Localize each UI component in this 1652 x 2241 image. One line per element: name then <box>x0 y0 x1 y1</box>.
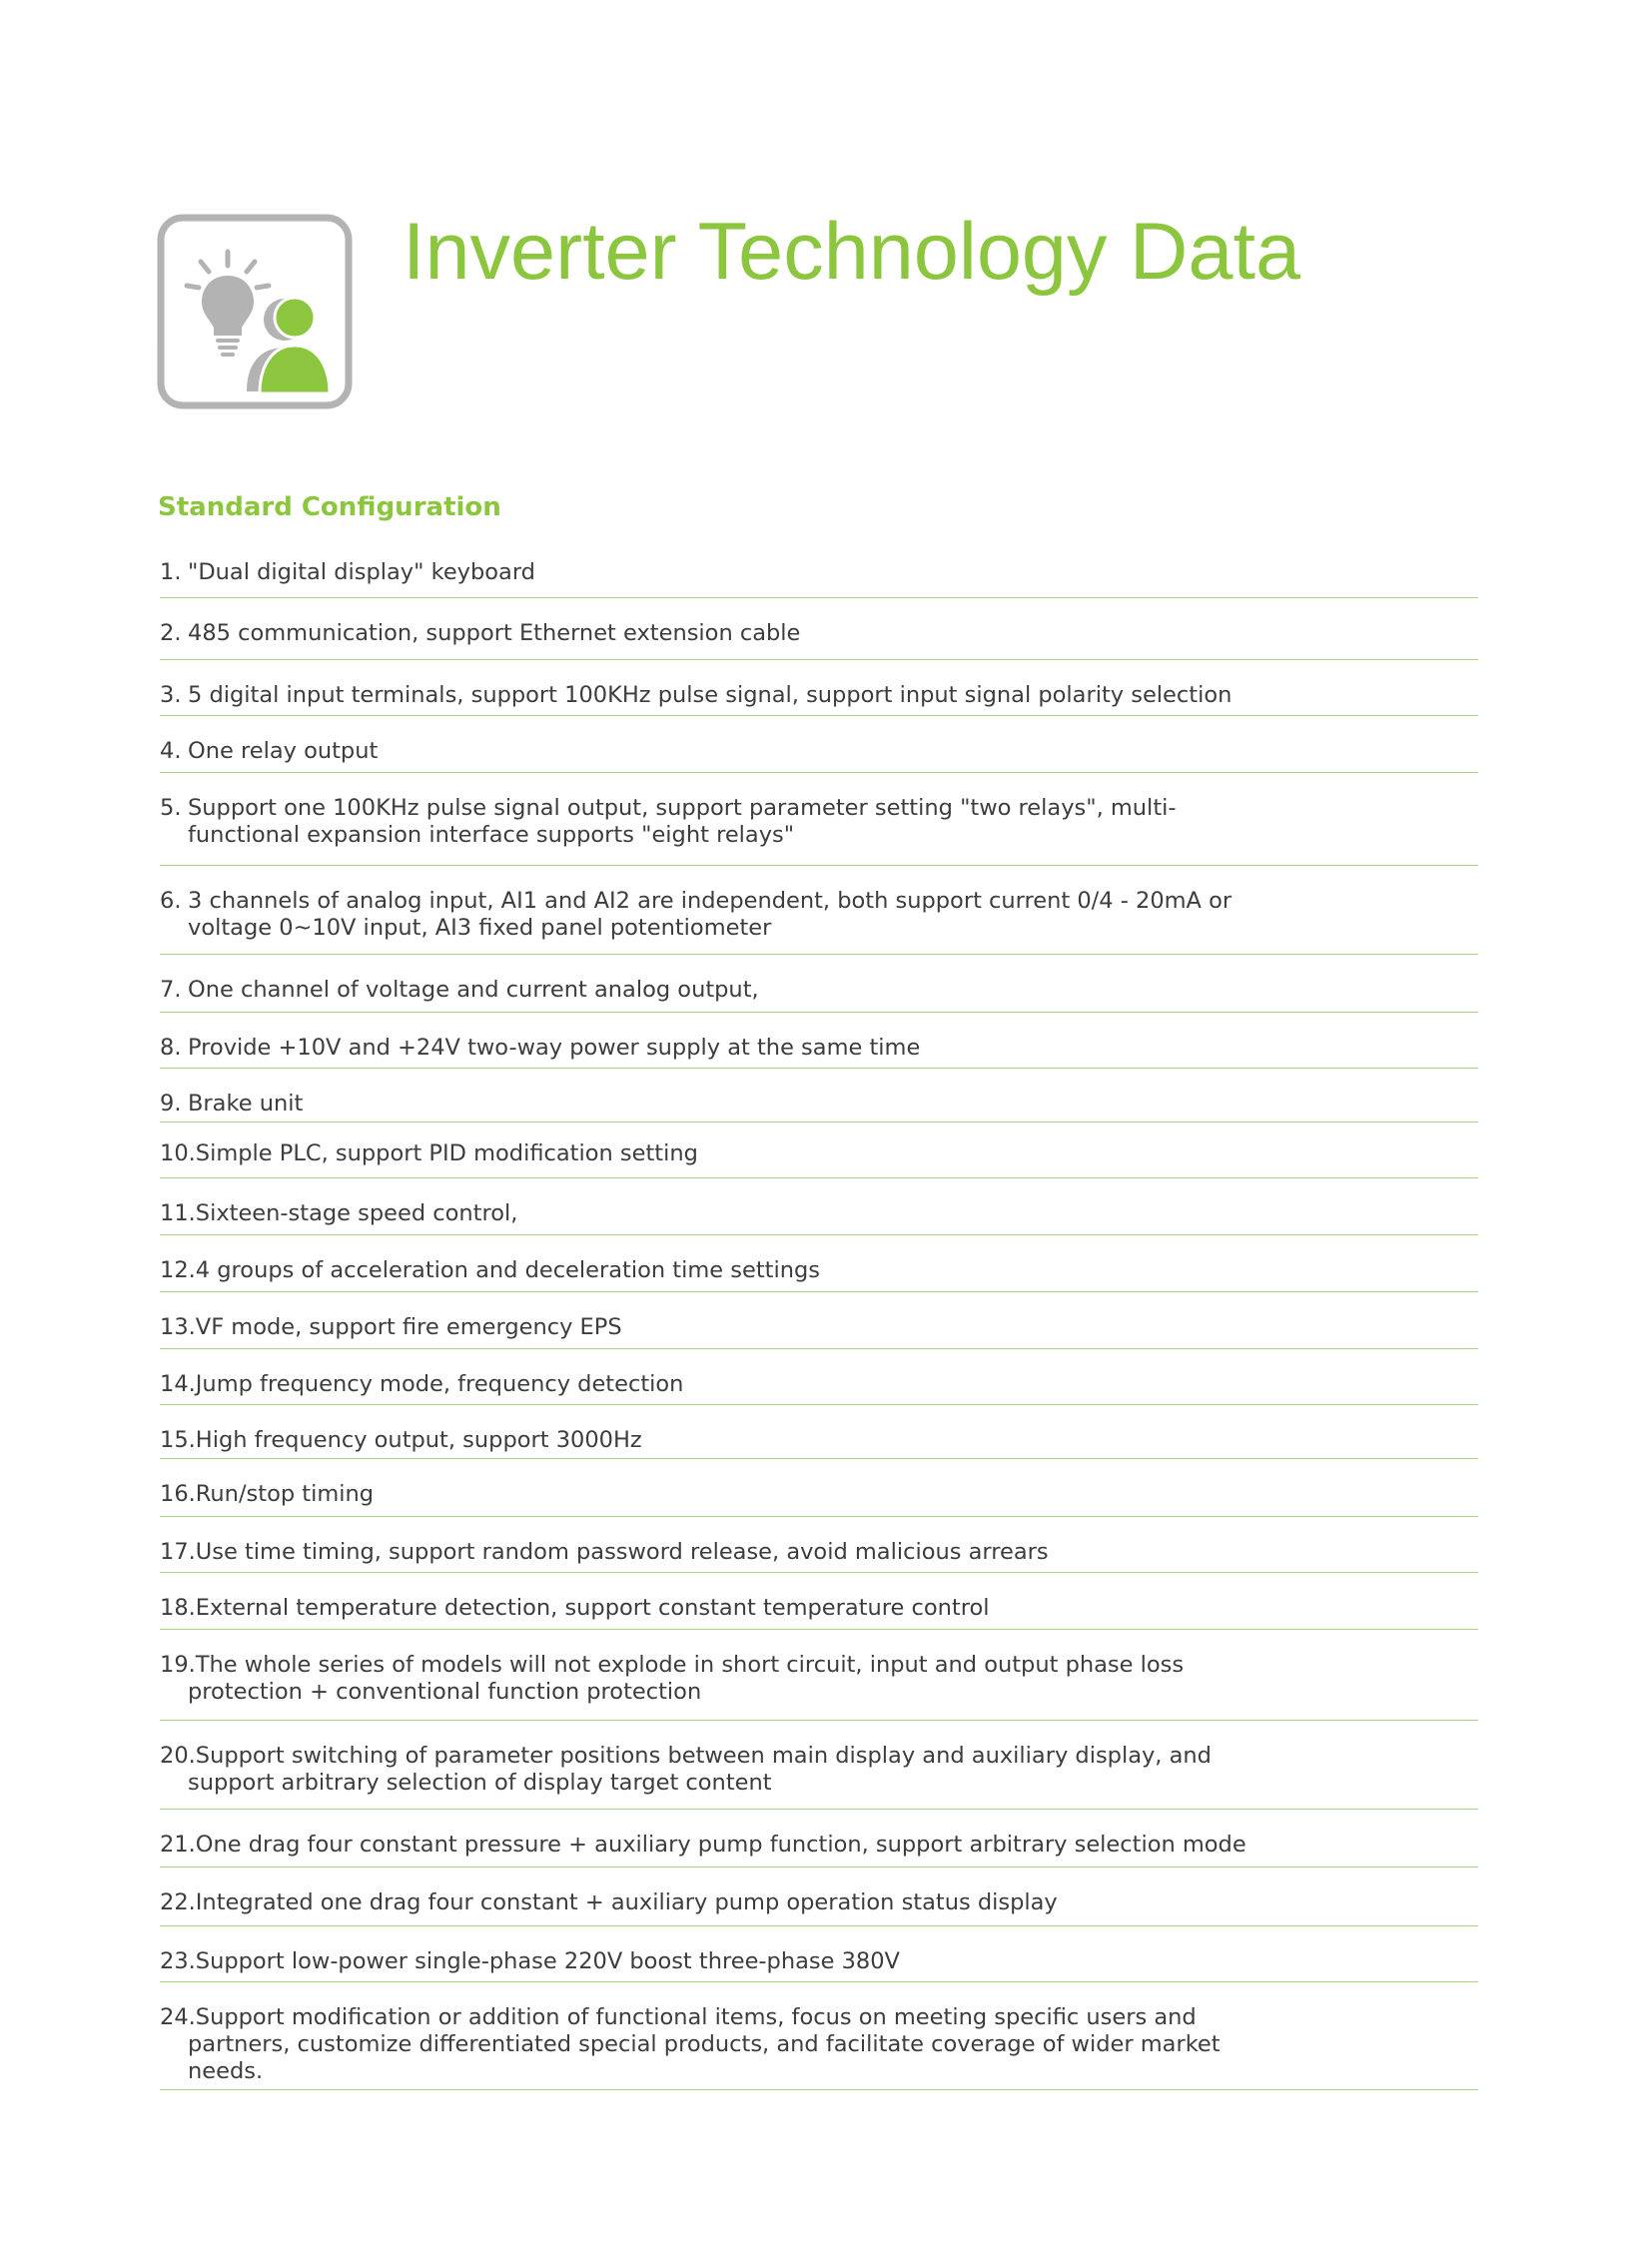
item-number: 21. <box>160 1832 196 1858</box>
item-text: Support modification or addition of functional items, focus on meeting specific users and partners, customize differentiated special products, and facilitate coverage of wider market needs. <box>188 2004 1221 2084</box>
item-number: 5. <box>160 795 182 821</box>
item-text: 3 channels of analog input, AI1 and AI2 are independent, both support current 0/4 - 20mA or voltage 0~10V input, AI3 fixed panel potentiometer <box>188 888 1233 941</box>
item-number: 4. <box>160 738 182 764</box>
list-item <box>160 1069 1478 1122</box>
list-item <box>160 539 1478 598</box>
list-item <box>160 1721 1478 1810</box>
item-text: Run/stop timing <box>195 1481 375 1507</box>
list-item <box>160 598 1478 660</box>
list-item <box>160 955 1478 1013</box>
list-item <box>160 1810 1478 1868</box>
list-item <box>160 1349 1478 1405</box>
item-number: 6. <box>160 888 182 914</box>
list-item <box>160 1405 1478 1459</box>
item-text: Jump frequency mode, frequency detection <box>195 1371 684 1397</box>
item-text: One channel of voltage and current analog output, <box>188 977 759 1003</box>
item-text: Provide +10V and +24V two-way power supply at the same time <box>188 1035 921 1061</box>
page-title: Inverter Technology Data <box>403 207 1301 297</box>
lightbulb-person-icon <box>157 214 353 409</box>
item-number: 11. <box>160 1200 196 1226</box>
list-item <box>160 1630 1478 1721</box>
item-text: Brake unit <box>188 1091 304 1117</box>
item-number: 2. <box>160 620 182 646</box>
item-number: 23. <box>160 1948 196 1974</box>
item-number: 3. <box>160 682 182 708</box>
item-number: 24. <box>160 2004 196 2030</box>
item-number: 13. <box>160 1314 196 1340</box>
item-text: High frequency output, support 3000Hz <box>195 1427 642 1453</box>
list-item <box>160 1982 1478 2090</box>
list-item <box>160 1013 1478 1069</box>
item-number: 9. <box>160 1091 182 1117</box>
item-text: Simple PLC, support PID modification setting <box>195 1140 698 1166</box>
item-number: 15. <box>160 1427 196 1453</box>
section-heading: Standard Configuration <box>158 492 501 522</box>
list-item <box>160 1178 1478 1235</box>
item-number: 8. <box>160 1035 182 1061</box>
item-text: One drag four constant pressure + auxiliary pump function, support arbitrary selection mode <box>195 1832 1246 1858</box>
item-number: 16. <box>160 1481 196 1507</box>
config-list <box>160 539 1478 2090</box>
item-text: One relay output <box>188 738 379 764</box>
item-text: 4 groups of acceleration and deceleration time settings <box>195 1257 820 1283</box>
item-number: 19. <box>160 1652 196 1678</box>
item-text: Use time timing, support random password release, avoid malicious arrears <box>195 1539 1049 1565</box>
item-text: 5 digital input terminals, support 100KHz pulse signal, support input signal polarity selection <box>188 682 1233 708</box>
item-text: Support low-power single-phase 220V boost three-phase 380V <box>195 1948 900 1974</box>
item-text: "Dual digital display" keyboard <box>188 559 535 585</box>
list-item <box>160 660 1478 716</box>
item-number: 17. <box>160 1539 196 1565</box>
item-number: 18. <box>160 1595 196 1621</box>
list-item <box>160 1459 1478 1517</box>
item-text: Support one 100KHz pulse signal output, support parameter setting "two relays", multi-functional expansion interface supports "eight relays" <box>188 795 1177 848</box>
list-item <box>160 1292 1478 1349</box>
list-item <box>160 1235 1478 1292</box>
item-number: 7. <box>160 977 182 1003</box>
item-text: VF mode, support fire emergency EPS <box>195 1314 622 1340</box>
list-item <box>160 1122 1478 1178</box>
item-text: Support switching of parameter positions between main display and auxiliary display, and support arbitrary selection of display target content <box>188 1743 1212 1796</box>
list-item <box>160 1517 1478 1573</box>
list-item <box>160 1868 1478 1926</box>
list-item <box>160 1926 1478 1982</box>
item-text: The whole series of models will not explode in short circuit, input and output phase loss protection + conventional function protection <box>188 1652 1185 1705</box>
item-number: 10. <box>160 1140 196 1166</box>
item-text: 485 communication, support Ethernet extension cable <box>188 620 801 646</box>
item-number: 20. <box>160 1743 196 1769</box>
list-item <box>160 716 1478 773</box>
list-item <box>160 866 1478 955</box>
item-number: 14. <box>160 1371 196 1397</box>
item-number: 22. <box>160 1889 196 1915</box>
list-item <box>160 773 1478 866</box>
item-text: External temperature detection, support constant temperature control <box>195 1595 990 1621</box>
list-item <box>160 1573 1478 1630</box>
item-text: Integrated one drag four constant + auxiliary pump operation status display <box>195 1889 1058 1915</box>
item-number: 1. <box>160 559 182 585</box>
item-number: 12. <box>160 1257 196 1283</box>
item-text: Sixteen-stage speed control, <box>195 1200 518 1226</box>
